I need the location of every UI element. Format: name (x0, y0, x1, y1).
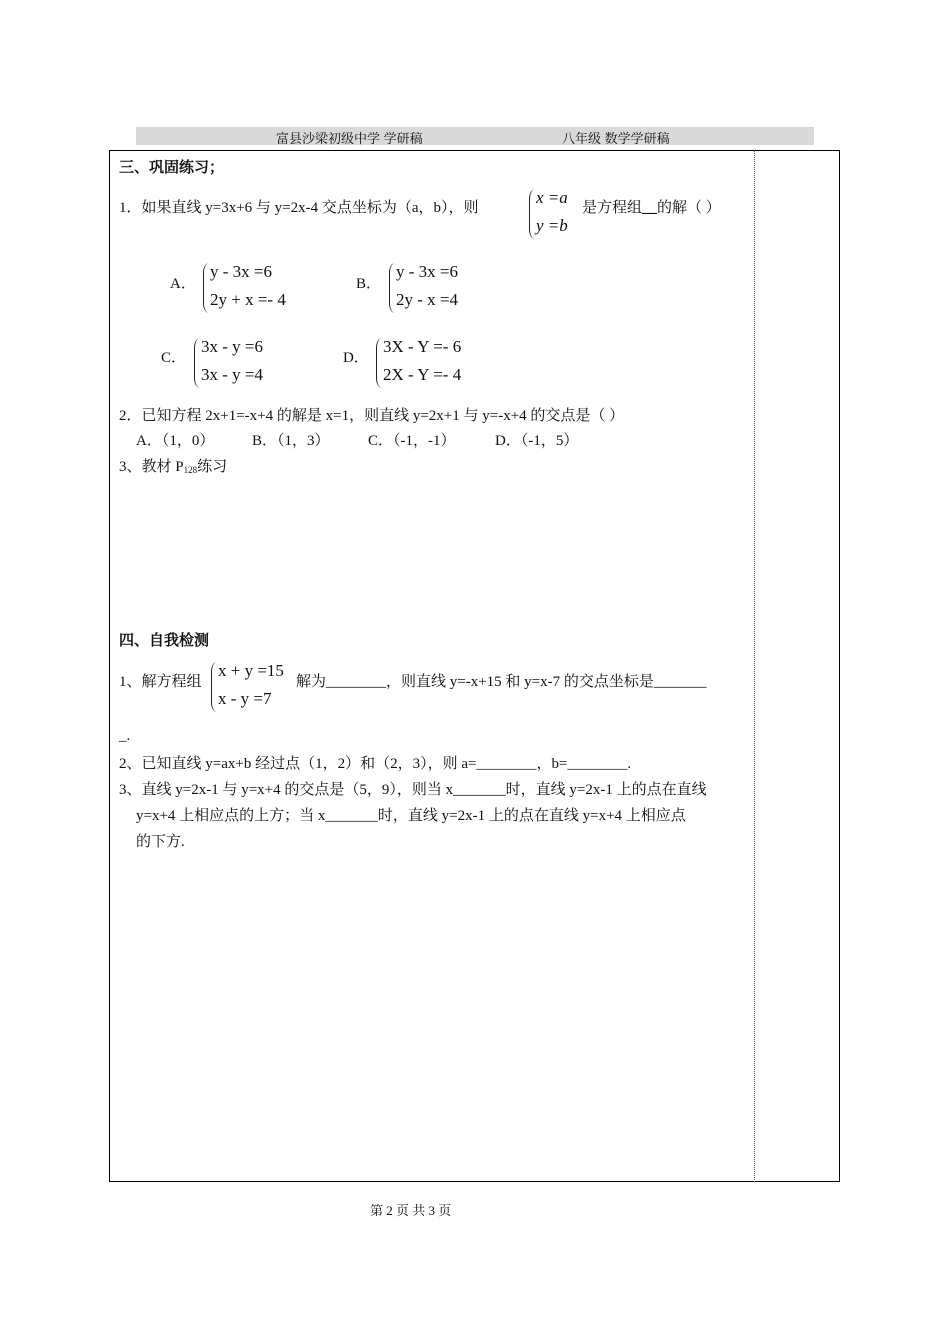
system-row: y =b (536, 216, 568, 235)
system-row: 2y + x =- 4 (210, 290, 286, 309)
suffix-text: 是方程组 (582, 200, 643, 216)
system-row: x + y =15 (218, 661, 284, 680)
page-footer: 第 2 页 共 3 页 (370, 1203, 452, 1218)
q3-1-system (536, 184, 568, 240)
q3-2-text: 2．已知方程 2x+1=-x+4 的解是 x=1，则直线 y=2x+1 与 y=-x+4 的交点是（ ） (119, 408, 625, 424)
system-row: x - y =7 (218, 689, 272, 708)
q4-2-text: 2、已知直线 y=ax+b 经过点（1，2）和（2，3），则 a=________，b=________. (119, 756, 632, 772)
q3-2-option-c: C．（-1，-1） (368, 433, 456, 449)
brace (194, 338, 200, 388)
system-row: 2X - Y =- 4 (383, 365, 462, 384)
answer-blank: __ (642, 200, 658, 216)
option-c-label: C． (161, 350, 187, 366)
q4-3-line-3: 的下方. (136, 834, 185, 850)
brace (376, 338, 382, 388)
brace (211, 662, 217, 712)
system-row: 3x - y =6 (201, 337, 263, 356)
system-row: y - 3x =6 (396, 262, 458, 281)
option-b-label: B． (356, 276, 382, 292)
system-row: 2y - x =4 (396, 290, 458, 309)
option-d-system (383, 333, 461, 389)
q3-2-option-b: B．（1，3） (252, 433, 330, 449)
header-bar (136, 127, 814, 145)
textbook-ref: 3、教材 P (119, 459, 184, 475)
q4-3-line-2: y=x+4 上相应点的上方；当 x_______时，直线 y=2x-1 上的点在直线 y=x+4 上相应点 (136, 808, 686, 824)
option-a-label: A． (170, 276, 196, 292)
option-c-system (201, 333, 263, 389)
q3-1-suffix (582, 196, 721, 217)
q4-3-line-1: 3、直线 y=2x-1 与 y=x+4 的交点是（5，9），则当 x_______时，直线 y=2x-1 上的点在直线 (119, 782, 707, 798)
brace (389, 263, 395, 313)
system-row: 3x - y =4 (201, 365, 263, 384)
q4-1-system (218, 657, 284, 713)
section-3-title: 三、巩固练习； (119, 159, 225, 176)
header-school: 富县沙梁初级中学 学研稿 (276, 131, 423, 146)
q3-3-text (119, 455, 227, 476)
brace (529, 189, 535, 239)
option-d-label: D． (343, 350, 369, 366)
column-divider (754, 150, 755, 1182)
system-row: x =a (536, 188, 568, 207)
page-subscript: 128 (183, 465, 198, 475)
suffix-text-2: 的解（ ） (657, 200, 721, 216)
q3-2-option-d: D．（-1，5） (495, 433, 579, 449)
q3-1-prefix: 1．如果直线 y=3x+6 与 y=2x-4 交点坐标为（a，b），则 (119, 200, 479, 216)
q4-1-cont: _. (119, 728, 131, 744)
exercise-label: 练习 (197, 459, 228, 475)
system-row: 3X - Y =- 6 (383, 337, 462, 356)
option-b-system (396, 258, 458, 314)
option-a-system (210, 258, 286, 314)
system-row: y - 3x =6 (210, 262, 272, 281)
brace (203, 263, 209, 313)
q4-1-text: 解为________，则直线 y=-x+15 和 y=x-7 的交点坐标是_______ (296, 674, 707, 690)
q3-2-option-a: A．（1，0） (136, 433, 215, 449)
header-grade: 八年级 数学学研稿 (562, 131, 670, 146)
section-4-title: 四、自我检测 (119, 632, 210, 649)
q4-1-prefix: 1、解方程组 (119, 674, 202, 690)
